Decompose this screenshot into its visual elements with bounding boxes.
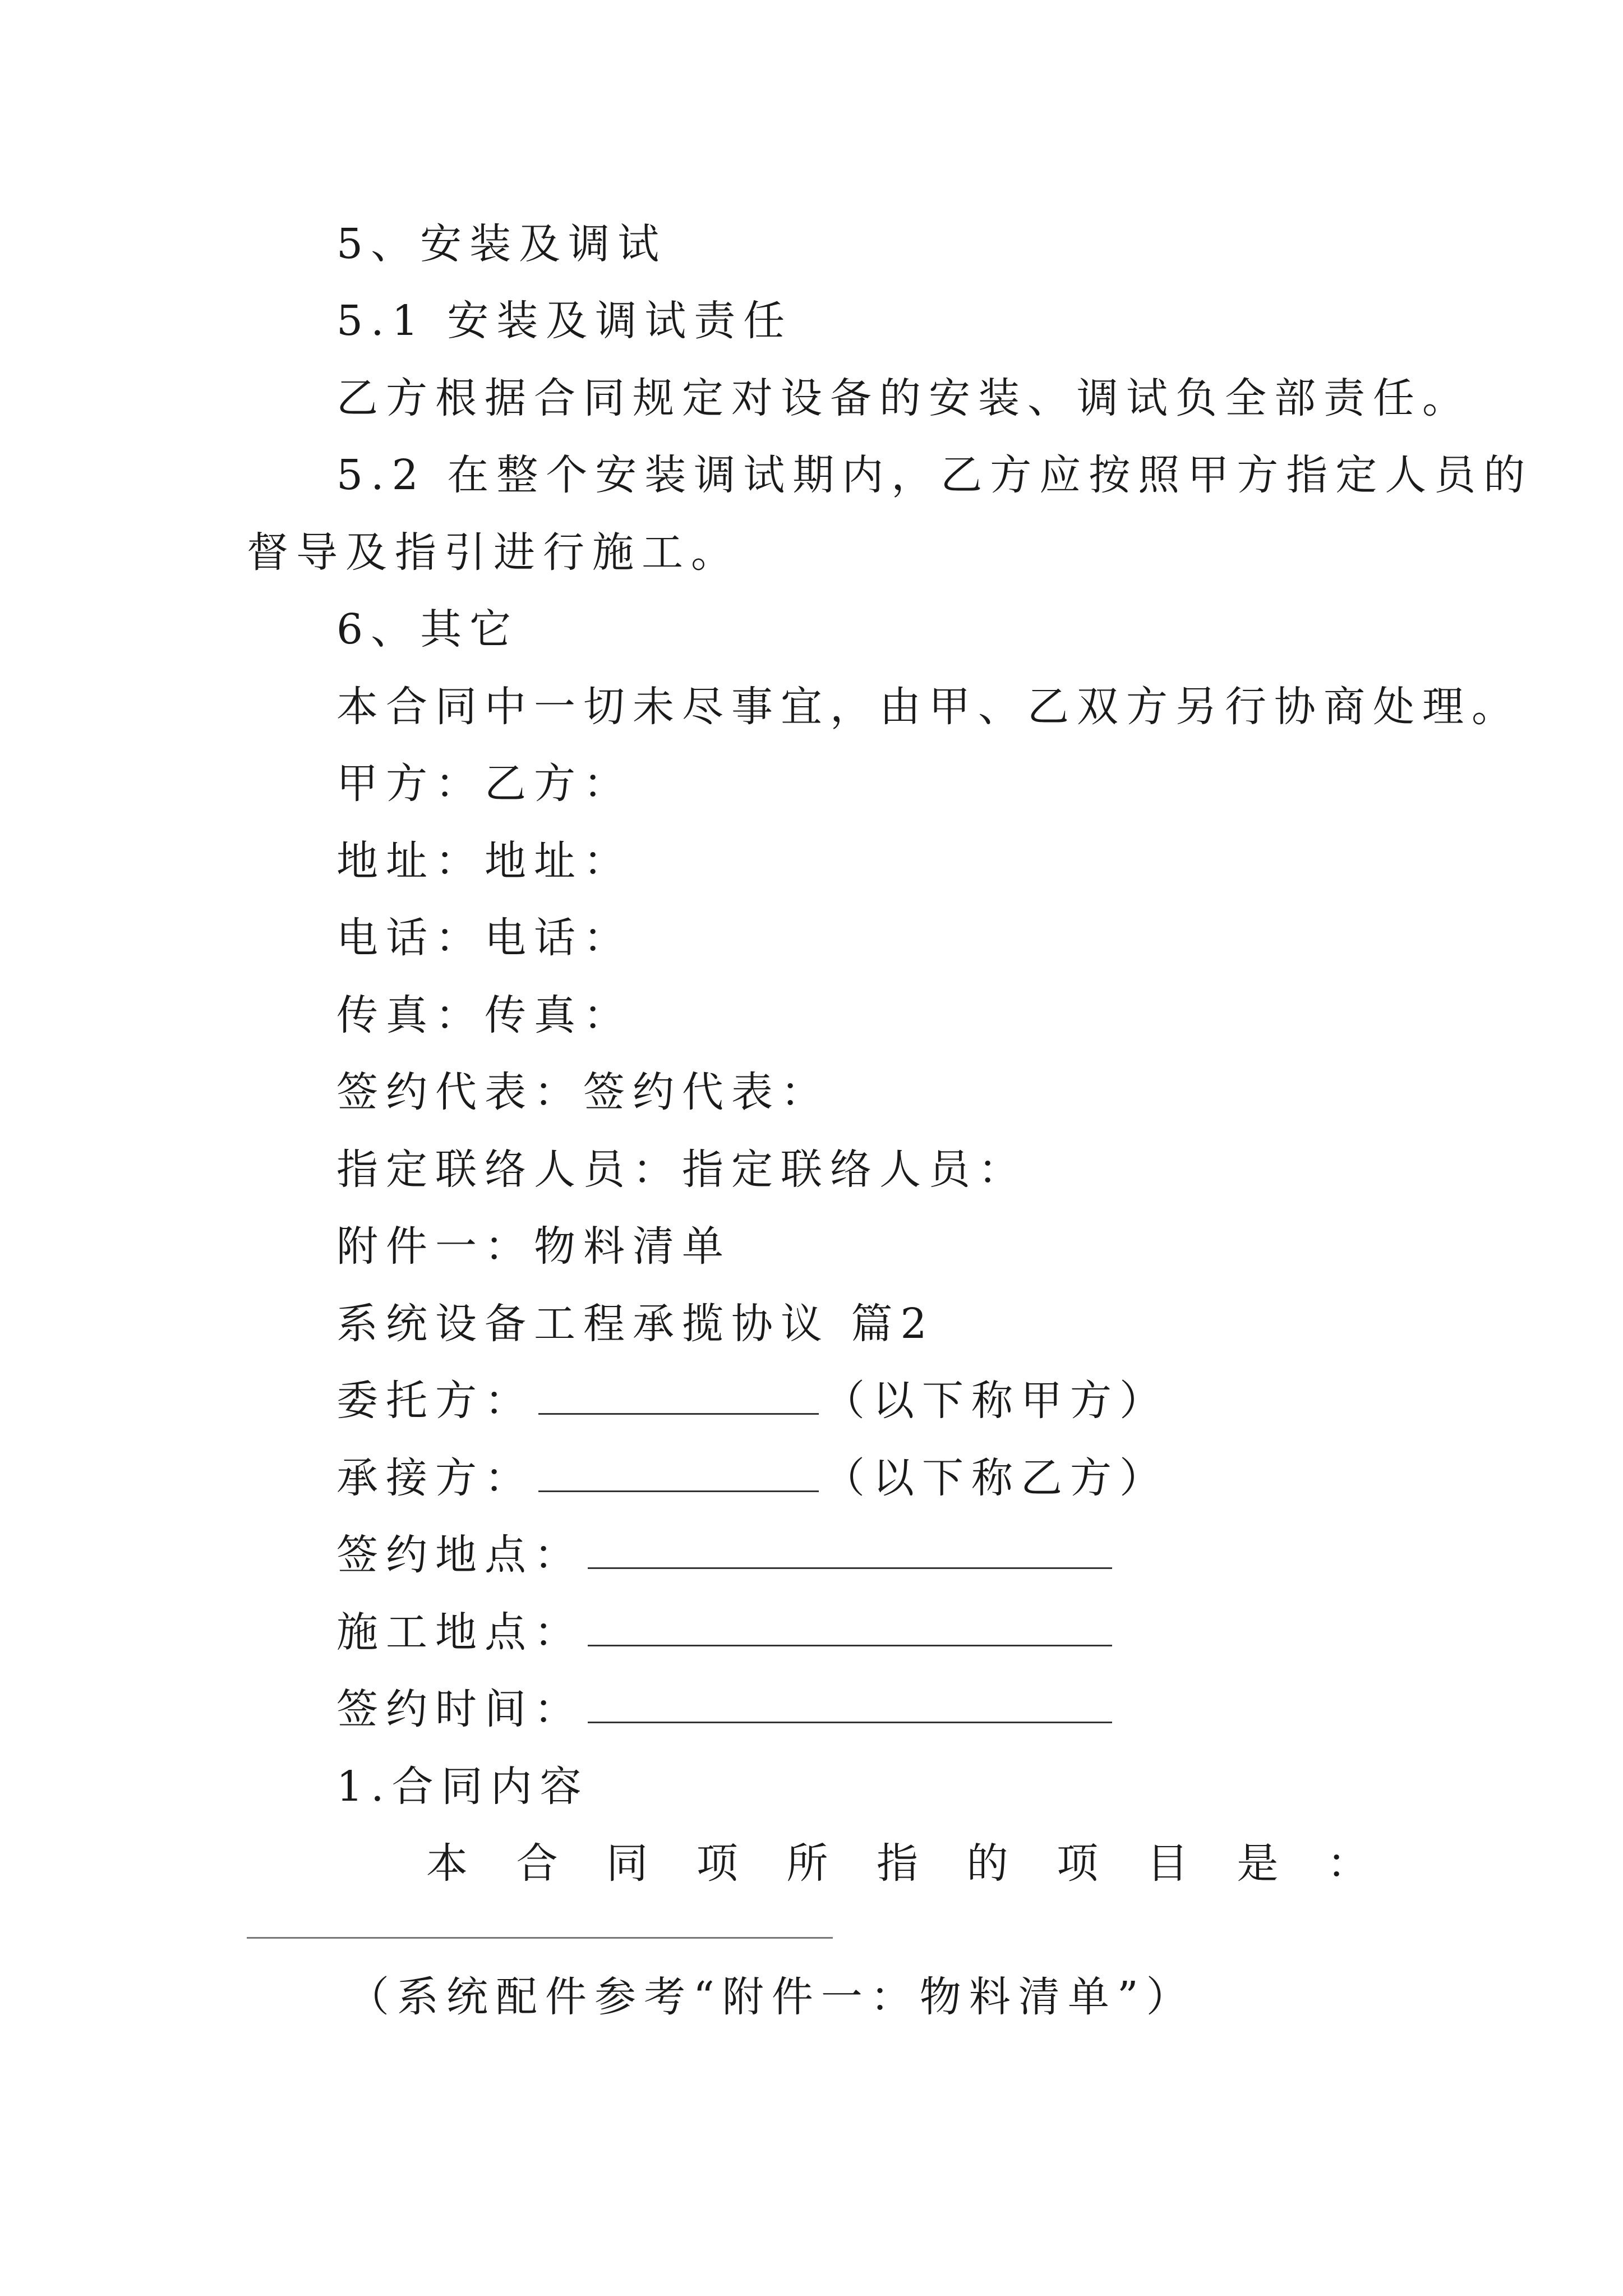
agreement-title: 系统设备工程承揽协议 篇2 (336, 1300, 935, 1348)
attachment-line: 附件一：物料清单 (336, 1222, 731, 1271)
phone-line: 电话：电话： (336, 914, 633, 962)
scope-char: 同 (606, 1839, 648, 1888)
project-blank-rule (247, 1937, 833, 1939)
scope-char: ： (1326, 1839, 1368, 1888)
client-row (336, 1373, 1169, 1429)
scope-char: 项 (1057, 1839, 1099, 1888)
section-contract-content: 1.合同内容 (336, 1763, 589, 1811)
fax-line: 传真：传真： (336, 991, 633, 1039)
paragraph-5-2-line1: 5.2 在整个安装调试期内，乙方应按照甲方指定人员的 (336, 451, 1533, 499)
scope-char: 项 (696, 1839, 738, 1888)
client-blank[interactable] (538, 1374, 819, 1415)
site-blank[interactable] (588, 1605, 1112, 1646)
representative-line: 签约代表：签约代表： (336, 1068, 830, 1116)
contractor-suffix: （以下称乙方） (823, 1454, 1169, 1502)
scope-char: 合 (516, 1839, 558, 1888)
address-line: 地址：地址： (336, 837, 633, 885)
contractor-blank[interactable] (538, 1451, 819, 1492)
sign-place-blank[interactable] (588, 1528, 1112, 1569)
party-line: 甲方：乙方： (336, 760, 633, 808)
site-label: 施工地点： (336, 1608, 583, 1657)
client-suffix: （以下称甲方） (823, 1377, 1169, 1425)
sign-place-label: 签约地点： (336, 1531, 583, 1579)
scope-char: 的 (966, 1839, 1008, 1888)
paragraph-5-2-line2: 督导及指引进行施工。 (247, 528, 740, 577)
sign-time-row (336, 1681, 1117, 1737)
paragraph-other: 本合同中一切未尽事宜，由甲、乙双方另行协商处理。 (336, 683, 1521, 731)
heading-5-1: 5.1 安装及调试责任 (336, 297, 793, 345)
scope-char: 本 (426, 1839, 468, 1888)
scope-char: 指 (876, 1839, 918, 1888)
client-label: 委托方： (336, 1377, 534, 1425)
contractor-label: 承接方： (336, 1454, 534, 1502)
contact-person-line: 指定联络人员：指定联络人员： (336, 1145, 1027, 1194)
scope-char: 是 (1237, 1839, 1279, 1888)
accessory-note: （系统配件参考“附件一：物料清单”） (348, 1973, 1196, 2021)
sign-place-row (336, 1527, 1117, 1583)
scope-char: 所 (786, 1839, 828, 1888)
project-scope-line (426, 1835, 1368, 1892)
sign-time-label: 签约时间： (336, 1685, 583, 1733)
scope-char: 目 (1146, 1839, 1188, 1888)
sign-time-blank[interactable] (588, 1682, 1112, 1723)
site-row (336, 1604, 1117, 1660)
paragraph-install-responsibility: 乙方根据合同规定对设备的安装、调试负全部责任。 (336, 374, 1472, 422)
heading-other: 6、其它 (336, 605, 519, 654)
contractor-row (336, 1450, 1169, 1506)
heading-install-debug: 5、安装及调试 (336, 220, 667, 268)
